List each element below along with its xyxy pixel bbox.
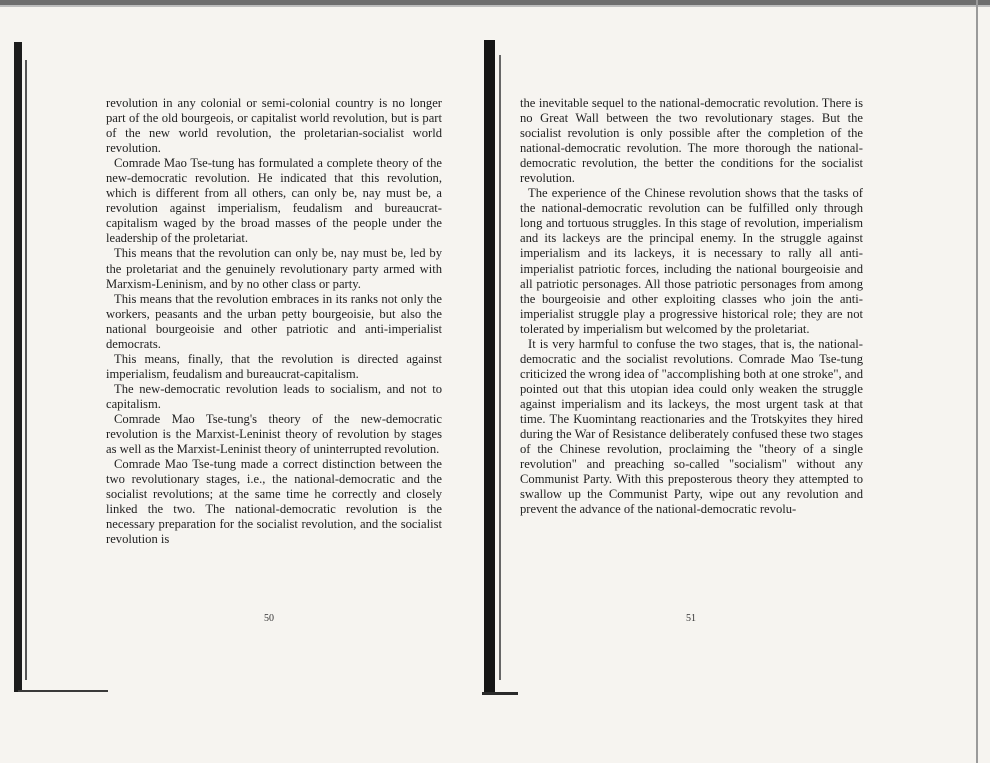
left-page-edge-line [25, 60, 27, 680]
paragraph: the inevitable sequel to the national-democratic revolution. There is no Great Wall between the two revolutionary stages. But the socialist revolution is only possible after the completion of the national-democratic revolution. The more thorough the national-democratic revolution, the better the conditions for the socialist revolution. [520, 96, 863, 186]
paragraph: This means, finally, that the revolution is directed against imperialism, feudalism and bureaucrat-capitalism. [106, 351, 442, 381]
scan-top-edge-shadow [0, 5, 990, 7]
paragraph: The new-democratic revolution leads to socialism, and not to capitalism. [106, 381, 442, 411]
center-bottom-edge-mark [482, 692, 518, 695]
right-page-edge [976, 0, 978, 763]
book-spine-shadow [484, 40, 495, 695]
left-page-number: 50 [264, 613, 274, 624]
paragraph: revolution in any colonial or semi-colonial country is no longer part of the old bourgeois, or capitalist world revolution, but is part of the new world revolution, the proletarian-socialist world revolution. [106, 96, 442, 156]
left-page-edge-shadow [14, 42, 22, 692]
paragraph: The experience of the Chinese revolution shows that the tasks of the national-democratic revolution can be fulfilled only through long and tortuous struggles. In this stage of revolution, imperialism and its lackeys are the principal enemy. In the struggle against imperialism and its lackeys, it is necessary to rally all anti-imperialist patriotic forces, including the national bourgeoisie and all patriotic personages. All those patriotic personages from among the bourgeoisie and other exploiting classes who join the anti-imperialist struggle play a progressive historical role; they are not tolerated by imperialism but welcomed by the proletariat. [520, 186, 863, 336]
paragraph: This means that the revolution can only be, nay must be, led by the proletariat and the genuinely revolutionary party armed with Marxism-Leninism, and by no other class or party. [106, 246, 442, 291]
right-page-text [520, 96, 863, 517]
paragraph: Comrade Mao Tse-tung's theory of the new-democratic revolution is the Marxist-Leninist theory of revolution by stages as well as the Marxist-Leninist theory of uninterrupted revolution. [106, 411, 442, 457]
book-spine-line [499, 55, 501, 680]
left-page-text [106, 96, 442, 547]
left-bottom-edge-mark [18, 690, 108, 692]
paragraph: It is very harmful to confuse the two stages, that is, the national-democratic and the socialist revolutions. Comrade Mao Tse-tung criticized the wrong idea of "accomplishing both at one stroke", and pointed out that this utopian idea could only weaken the struggle against imperialism and its lackeys, the most urgent task at that time. The Kuomintang reactionaries and the Trotskyites they hired during the War of Resistance deliberately confused these two stages of the Chinese revolution, proclaiming the "theory of a single revolution" and preaching so-called "socialism" without any Communist Party. With this preposterous theory they attempted to swallow up the Communist Party, wipe out any revolution and prevent the advance of the national-democratic revolu- [520, 336, 863, 517]
right-page-number: 51 [686, 613, 696, 624]
paragraph: Comrade Mao Tse-tung made a correct distinction between the two revolutionary stages, i.e., the national-democratic and the socialist revolutions; at the same time he correctly and closely linked the two. The national-democratic revolution is the necessary preparation for the socialist revolution, and the socialist revolution is [106, 457, 442, 547]
paragraph: This means that the revolution embraces in its ranks not only the workers, peasants and the urban petty bourgeoisie, but also the national bourgeoisie and other patriotic and anti-imperialist democrats. [106, 291, 442, 351]
paragraph: Comrade Mao Tse-tung has formulated a complete theory of the new-democratic revolution. He indicated that this revolution, which is different from all others, can only be, nay must be, a revolution against imperialism, feudalism and bureaucrat-capitalism waged by the broad masses of the people under the leadership of the proletariat. [106, 156, 442, 246]
